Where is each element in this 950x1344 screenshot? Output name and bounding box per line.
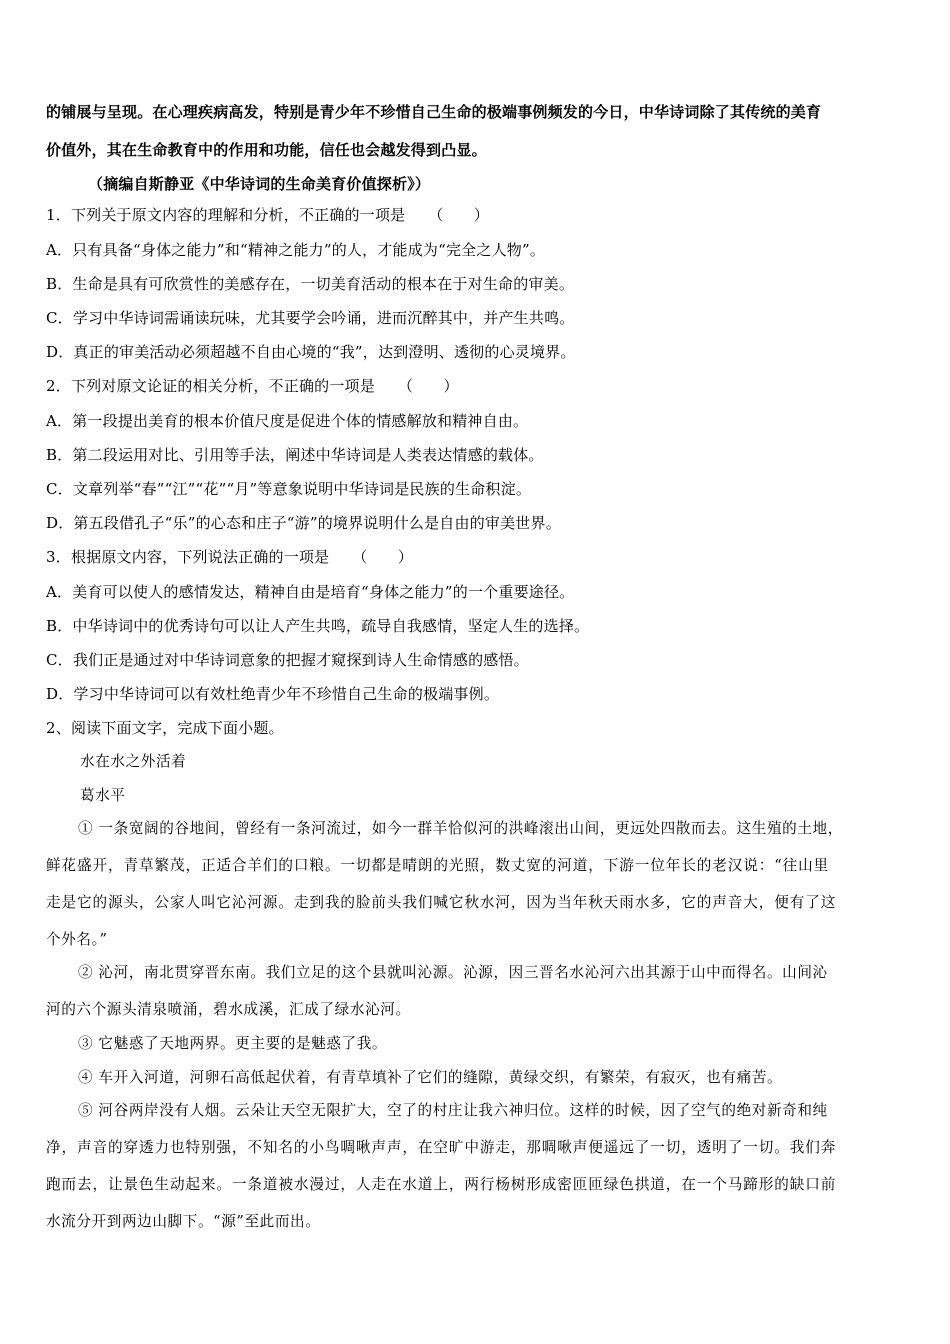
passage-paragraph-line: ① 一条宽阔的谷地间，曾经有一条河流过，如今一群羊恰似河的洪峰滚出山间，更远处四散而去。这生殖的土地， — [78, 820, 843, 837]
section-heading: 2、阅读下面文字，完成下面小题。 — [46, 719, 284, 737]
question-option: B．生命是具有可欣赏性的美感存在，一切美育活动的根本在于对生命的审美。 — [46, 275, 575, 293]
passage-paragraph-line: ④ 车开入河道，河卵石高低起伏着，有青草填补了它们的缝隙，黄绿交织，有繁荣，有寂灭，也有痛苦。 — [78, 1069, 783, 1086]
passage-paragraph-line: 鲜花盛开，青草繁茂，正适合羊们的口粮。一切都是晴朗的光照，数丈宽的河道，下游一位年长的老汉说：“往山里 — [46, 857, 830, 874]
question-stem: 2．下列对原文论证的相关分析，不正确的一项是 （ ） — [46, 377, 459, 395]
passage-paragraph-line: 跑而去，让景色生动起来。一条道被水漫过，人走在水道上，两行杨树形成密匝匝绿色拱道，在一个马蹄形的缺口前 — [46, 1176, 837, 1193]
passage-paragraph-line: 走是它的源头，公家人叫它沁河源。走到我的脸前头我们喊它秋水河，因为当年秋天雨水多，它的声音大，便有了这 — [46, 894, 837, 911]
passage-paragraph-line: ⑤ 河谷两岸没有人烟。云朵让天空无限扩大，空了的村庄让我六神归位。这样的时候，因了空气的绝对新奇和纯 — [78, 1102, 828, 1119]
question-option: C．学习中华诗词需诵读玩味，尤其要学会吟诵，进而沉醉其中，并产生共鸣。 — [46, 309, 575, 327]
question-option: A．美育可以使人的感情发达，精神自由是培育“身体之能力”的一个重要途径。 — [46, 583, 575, 601]
question-option: C．文章列举“春”“江”“花”“月”等意象说明中华诗词是民族的生命积淀。 — [46, 480, 532, 498]
passage-paragraph-line: 水流分开到两边山脚下。“源”至此而出。 — [46, 1213, 321, 1230]
question-option: C．我们正是通过对中华诗词意象的把握才窥探到诗人生命情感的感悟。 — [46, 651, 529, 669]
passage-title: 水在水之外活着 — [80, 753, 187, 770]
passage-paragraph-line: 河的六个源头清泉喷涌，碧水成溪，汇成了绿水沁河。 — [46, 1001, 411, 1018]
passage-author: 葛水平 — [80, 787, 126, 804]
intro-line: 价值外，其在生命教育中的作用和功能，信任也会越发得到凸显。 — [46, 141, 487, 159]
question-option: D．第五段借孔子“乐”的心态和庄子“游”的境界说明什么是自由的审美世界。 — [46, 514, 561, 532]
question-option: B．第二段运用对比、引用等手法，阐述中华诗词是人类表达情感的载体。 — [46, 446, 544, 464]
source-citation: （摘编自斯静亚《中华诗词的生命美育价值探析》） — [88, 175, 431, 193]
passage-paragraph-line: 个外名。” — [46, 931, 108, 948]
question-option: D．学习中华诗词可以有效杜绝青少年不珍惜自己生命的极端事例。 — [46, 685, 500, 703]
question-option: A．第一段提出美育的根本价值尺度是促进个体的情感解放和精神自由。 — [46, 412, 529, 430]
question-option: B．中华诗词中的优秀诗句可以让人产生共鸣，疏导自我感情，坚定人生的选择。 — [46, 617, 590, 635]
question-option: A．只有具备“身体之能力”和“精神之能力”的人，才能成为“完全之人物”。 — [46, 241, 546, 259]
question-stem: 1．下列关于原文内容的理解和分析，不正确的一项是 （ ） — [46, 206, 490, 224]
question-stem: 3．根据原文内容，下列说法正确的一项是 （ ） — [46, 548, 414, 566]
passage-paragraph-line: ③ 它魅惑了天地两界。更主要的是魅惑了我。 — [78, 1035, 388, 1052]
question-option: D．真正的审美活动必须超越不自由心境的“我”，达到澄明、透彻的心灵境界。 — [46, 343, 576, 361]
passage-paragraph-line: 净，声音的穿透力也特别强，不知名的小鸟啁啾声声，在空旷中游走，那啁啾声便遥远了一切，透明了一切。我们奔 — [46, 1139, 837, 1156]
intro-line: 的铺展与呈现。在心理疾病高发，特别是青少年不珍惜自己生命的极端事例频发的今日，中华诗词除了其传统的美育 — [46, 103, 822, 121]
passage-paragraph-line: ② 沁河，南北贯穿晋东南。我们立足的这个县就叫沁源。沁源，因三晋名水沁河六出其源于山中而得名。山间沁 — [78, 964, 828, 981]
